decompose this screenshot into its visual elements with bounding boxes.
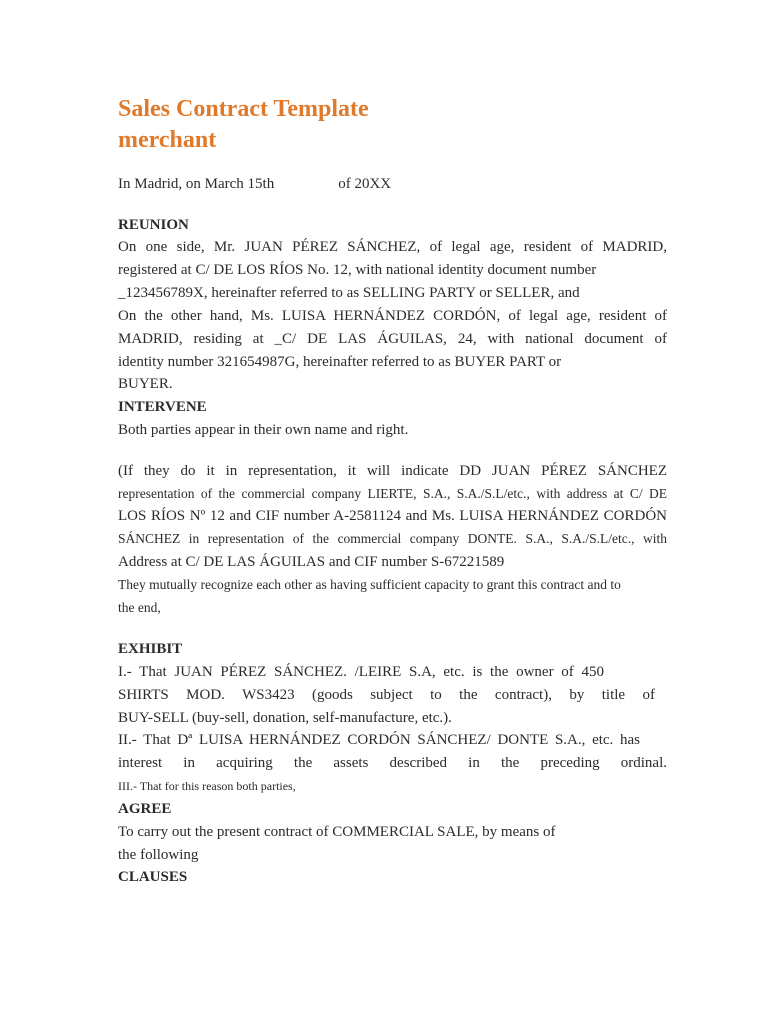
reunion-line: BUYER. xyxy=(118,376,173,392)
representation-line: the end, xyxy=(118,600,161,615)
representation-line: representation of the commercial company LIERTE, S.A., S.A./S.L/etc., with address at C/ DE xyxy=(118,486,667,501)
reunion-heading: REUNION xyxy=(118,217,189,233)
representation-line: Address at C/ DE LAS ÁGUILAS and CIF number S-67221589 xyxy=(118,554,505,570)
date-location: In Madrid, on March 15th xyxy=(118,176,275,192)
exhibit-line: II.- That Dª LUISA HERNÁNDEZ CORDÓN SÁNCHEZ/ DONTE S.A., etc. has xyxy=(118,732,640,748)
intervene-heading: INTERVENE xyxy=(118,399,207,415)
reunion-line: On the other hand, Ms. LUISA HERNÁNDEZ CORDÓN, of legal age, resident of xyxy=(118,308,667,324)
intervene-line: Both parties appear in their own name and right. xyxy=(118,422,409,438)
agree-heading: AGREE xyxy=(118,801,172,817)
clauses-heading: CLAUSES xyxy=(118,869,188,885)
reunion-line: MADRID, residing at _C/ DE LAS ÁGUILAS, 24, with national document of xyxy=(118,331,667,347)
date-line xyxy=(118,174,391,194)
agree-line: the following xyxy=(118,847,199,863)
exhibit-heading: EXHIBIT xyxy=(118,641,183,657)
exhibit-line: SHIRTS MOD. WS3423 (goods subject to the contract), by title of xyxy=(118,687,655,703)
representation-line: LOS RÍOS Nº 12 and CIF number A-2581124 and Ms. LUISA HERNÁNDEZ CORDÓN xyxy=(118,508,667,524)
document-title-line-2: merchant xyxy=(118,127,217,153)
document-title: Sales Contract Template xyxy=(118,96,369,122)
exhibit-line: interest in acquiring the assets described in the preceding ordinal. xyxy=(118,755,667,771)
exhibit-line: I.- That JUAN PÉREZ SÁNCHEZ. /LEIRE S.A, etc. is the owner of 450 xyxy=(118,664,604,680)
date-year: of 20XX xyxy=(338,176,392,192)
representation-line: (If they do it in representation, it will indicate DD JUAN PÉREZ SÁNCHEZ xyxy=(118,463,667,479)
representation-line: SÁNCHEZ in representation of the commercial company DONTE. S.A., S.A./S.L/etc., with xyxy=(118,531,667,546)
reunion-line: _123456789X, hereinafter referred to as SELLING PARTY or SELLER, and xyxy=(118,285,580,301)
reunion-line: On one side, Mr. JUAN PÉREZ SÁNCHEZ, of legal age, resident of MADRID, xyxy=(118,239,667,255)
exhibit-line: BUY-SELL (buy-sell, donation, self-manufacture, etc.). xyxy=(118,710,452,726)
agree-line: To carry out the present contract of COMMERCIAL SALE, by means of xyxy=(118,824,556,840)
exhibit-line: III.- That for this reason both parties, xyxy=(118,779,296,793)
reunion-line: identity number 321654987G, hereinafter referred to as BUYER PART or xyxy=(118,354,562,370)
reunion-line: registered at C/ DE LOS RÍOS No. 12, with national identity document number xyxy=(118,262,597,278)
representation-line: They mutually recognize each other as having sufficient capacity to grant this contract and to xyxy=(118,577,621,592)
